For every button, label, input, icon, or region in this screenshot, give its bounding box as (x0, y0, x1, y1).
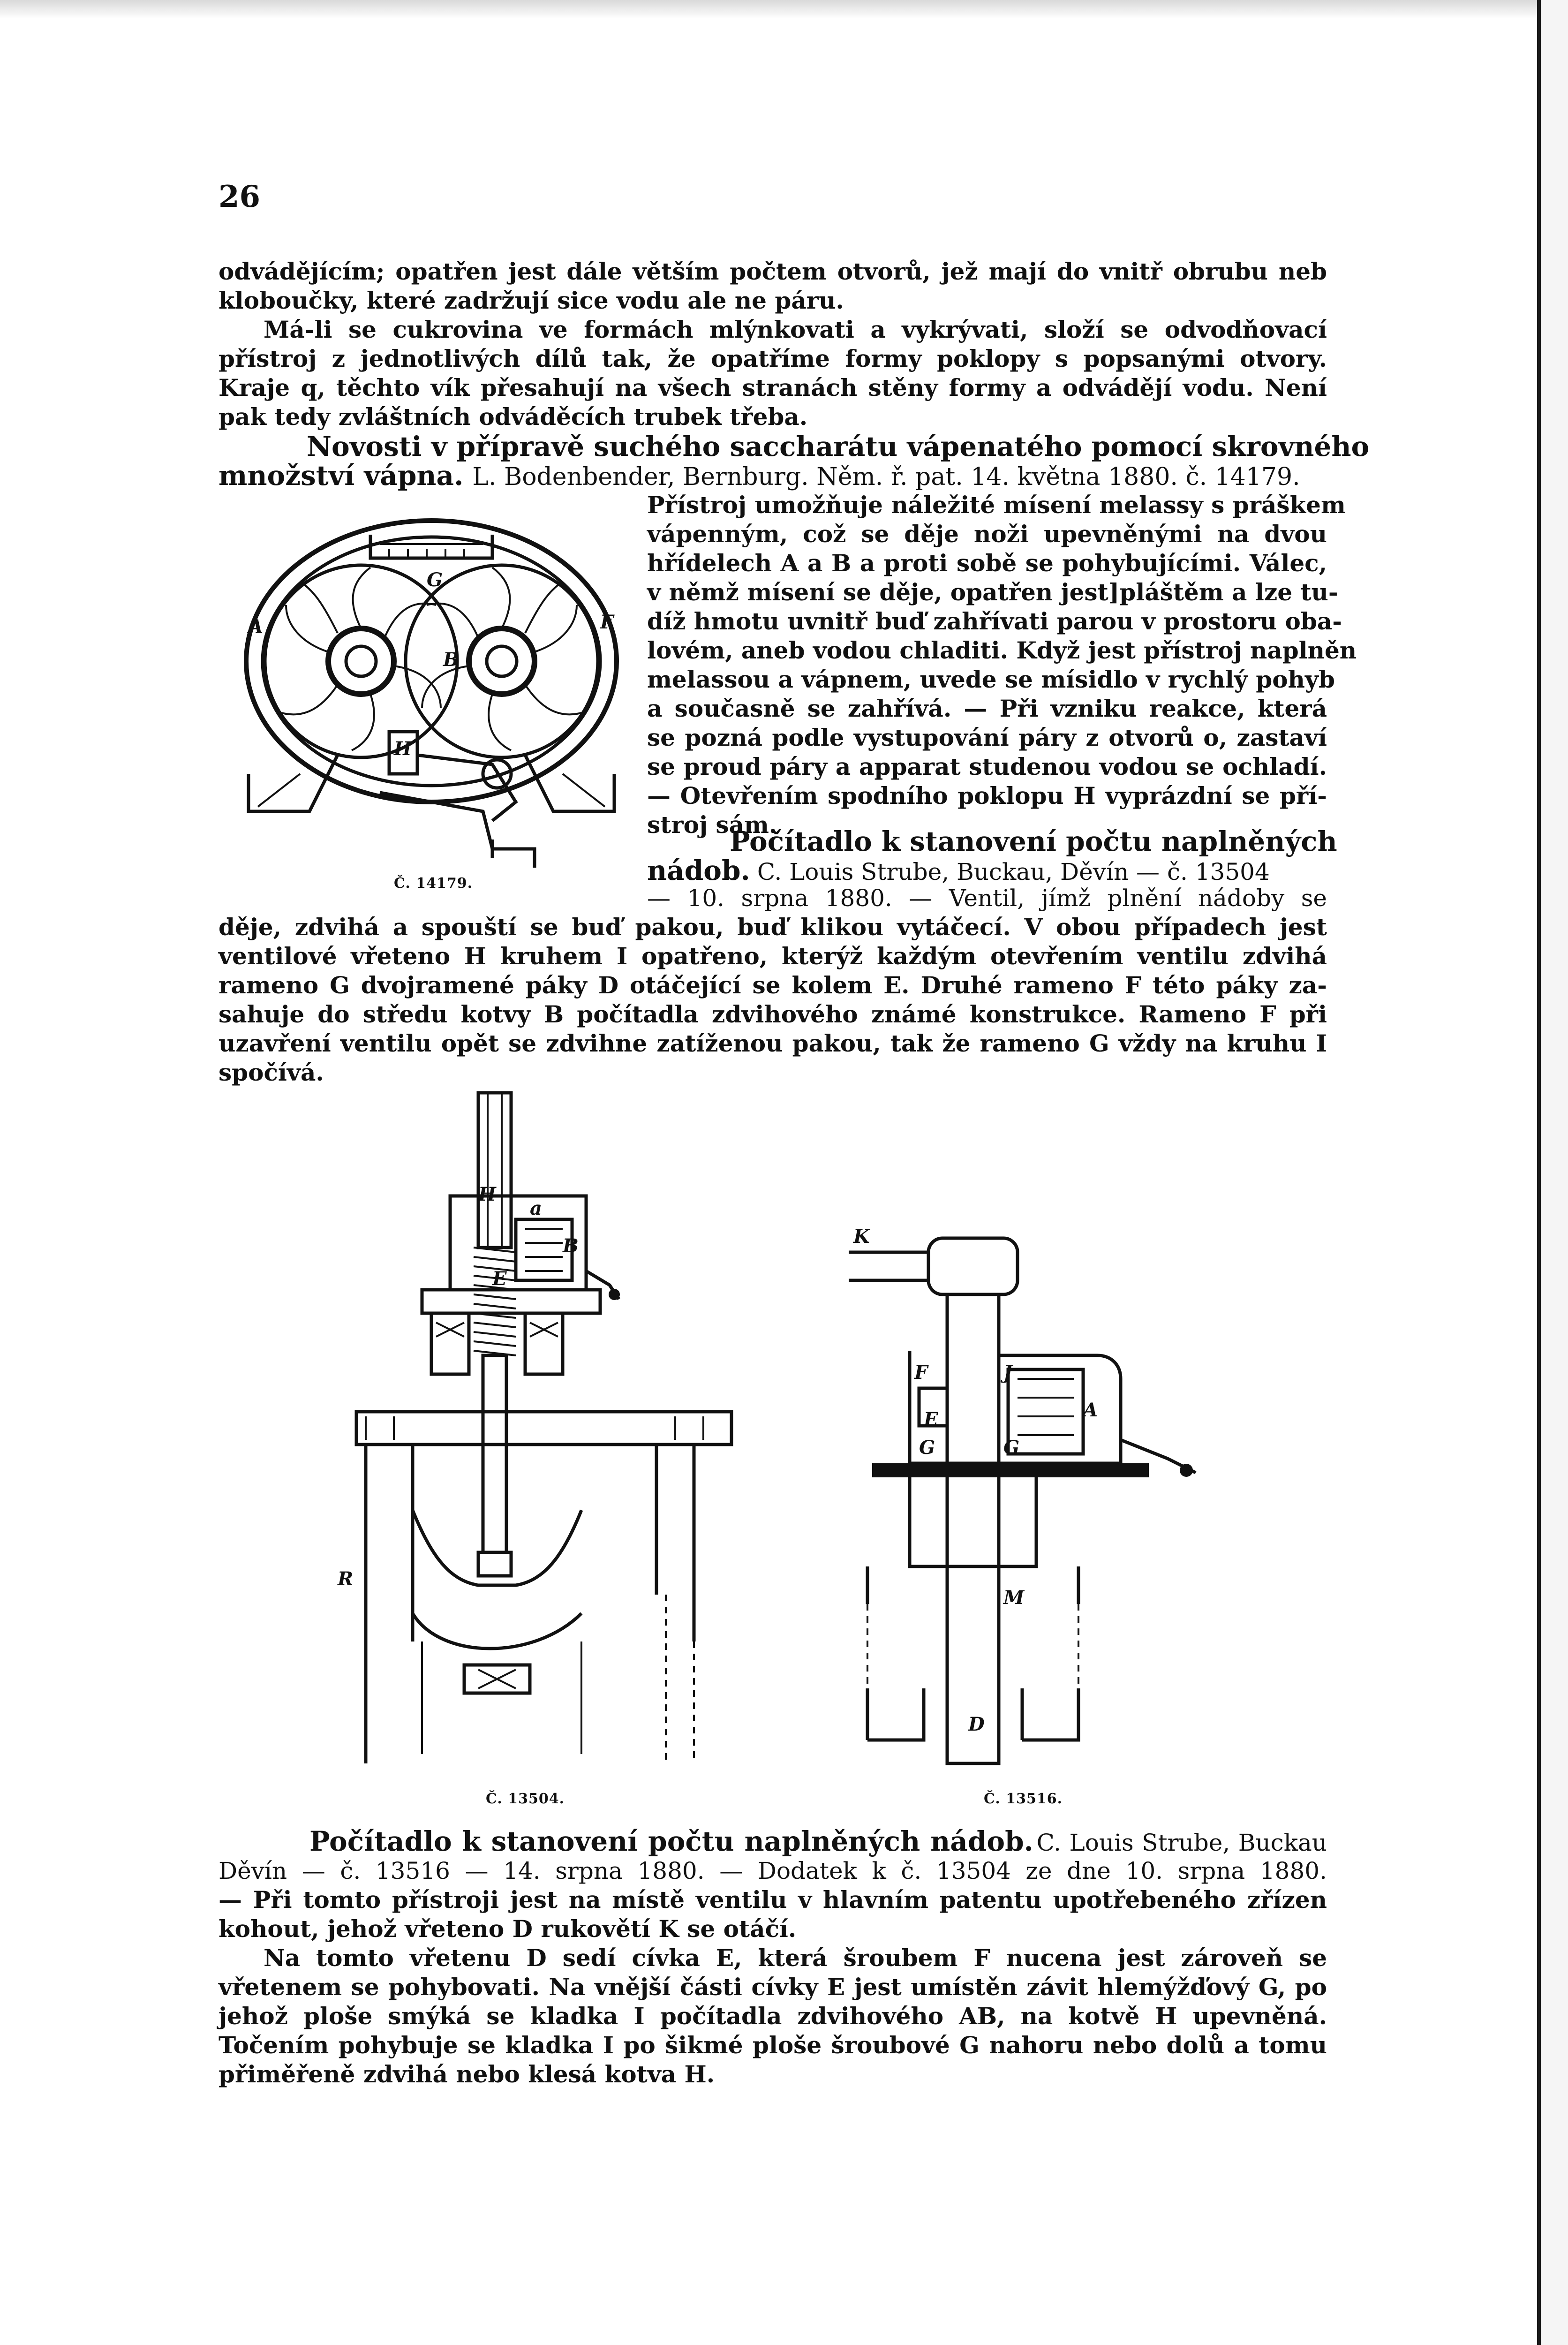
section1-heading-line2: množství vápna. (219, 460, 464, 492)
s3-line-2: — Při tomto přístroji jest na místě ventilu v hlavním patentu upotřebeného zřízen (219, 1886, 1327, 1914)
s2-line-1: děje, zdvihá a spouští se buď pakou, buď klikou vytáčecí. V obou případech jest (219, 913, 1327, 941)
fig2-label-b: B (563, 1235, 579, 1257)
fig1-label-f: F (600, 611, 614, 633)
fig3-label-f: F (914, 1362, 928, 1384)
s3-line-8: přiměřeně zdvihá nebo klesá kotva H. (219, 2060, 715, 2088)
s1-line-9: se pozná podle vystupování páry z otvorů o, zastaví (647, 724, 1327, 751)
section3-first-line (309, 1825, 1327, 1857)
s3-line-5: vřetenem se pohybovati. Na vnější části cívky E jest umístěn závit hlemýžďový G, po (219, 1973, 1327, 2001)
page-number: 26 (219, 179, 261, 214)
figure-cock-13516 (839, 1219, 1214, 1782)
fig3-label-d: D (968, 1713, 985, 1735)
figure-mixer-caption: Č. 14179. (394, 875, 473, 892)
figure-valve-13504-caption: Č. 13504. (486, 1791, 565, 1807)
fig3-label-m: M (1003, 1587, 1025, 1609)
section2-heading-line2-row (647, 855, 1327, 886)
s1-line-5: díž hmotu uvnitř buď zahřívati parou v prostoru oba- (647, 607, 1342, 635)
s1-line-4: v němž mísení se děje, opatřen jest]pláštěm a lze tu- (647, 578, 1338, 606)
figure-mixer (230, 511, 633, 882)
s1-line-11: — Otevřením spodního poklopu H vyprázdní se pří- (647, 782, 1327, 809)
s1-line-10: se proud páry a apparat studenou vodou se ochladí. (647, 753, 1327, 780)
s1-line-1: Přístroj umožňuje náležité mísení melassy s práškem (647, 491, 1346, 519)
page-edge (1537, 0, 1568, 2345)
fig3-label-a: A (1083, 1399, 1098, 1421)
intro-line-1: odvádějícím; opatřen jest dále větším počtem otvorů, jež mají do vnitř obrubu neb (219, 257, 1327, 285)
fig2-label-a: a (530, 1197, 542, 1219)
intro-line-5: Kraje q, těchto vík přesahují na všech stranách stěny formy a odvádějí vodu. Není (219, 374, 1327, 401)
section2-source: C. Louis Strube, Buckau, Děvín — č. 13504 (757, 858, 1270, 885)
s1-line-7: melassou a vápnem, uvede se mísidlo v rychlý pohyb (647, 666, 1335, 693)
fig3-label-g2: G (1003, 1437, 1020, 1459)
s3-line-3: kohout, jehož vřeteno D rukovětí K se otáčí. (219, 1915, 797, 1943)
intro-line-2: kloboučky, které zadržují sice vodu ale ne páru. (219, 287, 844, 314)
fig1-label-h: H (394, 738, 412, 760)
fig2-label-h: H (478, 1183, 496, 1205)
intro-line-4: přístroj z jednotlivých dílů tak, že opatříme formy poklopy s popsanými otvory. (219, 345, 1327, 372)
section1-source: L. Bodenbender, Bernburg. Něm. ř. pat. 14. května 1880. č. 14179. (472, 463, 1300, 491)
figure-valve-13504 (338, 1088, 769, 1782)
fig3-label-k: K (853, 1225, 870, 1248)
section2-heading-line1: Počítadlo k stanovení počtu naplněných (730, 825, 1337, 857)
fig3-label-e: E (924, 1408, 938, 1430)
s1-line-3: hřídelech A a B a proti sobě se pohybujícími. Válec, (647, 549, 1327, 577)
s1-line-8: a současně se zahřívá. — Při vzniku reakce, která (647, 695, 1327, 722)
section2-heading-line2: nádob. (647, 855, 750, 886)
s1-line-12: stroj sám. (647, 811, 777, 839)
fig1-label-g: G (427, 569, 443, 591)
section3-heading: Počítadlo k stanovení počtu naplněných nádob. (309, 1825, 1033, 1857)
s1-line-6: lovém, aneb vodou chladiti. Když jest přístroj naplněn (647, 636, 1357, 664)
fig3-label-j: J (1003, 1362, 1012, 1384)
scan-shadow (0, 0, 1538, 19)
intro-line-3: Má-li se cukrovina ve formách mlýnkovati a vykrývati, složí se odvodňovací (264, 316, 1327, 343)
s3-line-7: Točením pohybuje se kladka I po šikmé ploše šroubové G nahoru nebo dolů a tomu (219, 2031, 1327, 2059)
fig2-label-r: R (338, 1568, 354, 1590)
section1-heading-line1: Novosti v přípravě suchého saccharátu vápenatého pomocí skrovného (307, 431, 1370, 462)
s2-line-2: ventilové vřeteno H kruhem I opatřeno, kterýž každým otevřením ventilu zdvihá (219, 942, 1327, 970)
s3-line-1: Děvín — č. 13516 — 14. srpna 1880. — Dodatek k č. 13504 ze dne 10. srpna 1880. (219, 1857, 1327, 1884)
section1-heading-line2-row (219, 460, 1327, 492)
s2-line-3: rameno G dvojramené páky D otáčející se kolem E. Druhé rameno F této páky za- (219, 971, 1327, 999)
intro-line-6: pak tedy zvláštních odváděcích trubek třeba. (219, 403, 808, 431)
s3-line-4: Na tomto vřetenu D sedí cívka E, která šroubem F nucena jest zároveň se (264, 1944, 1327, 1972)
s2-line-4: sahuje do středu kotvy B počítadla zdvihového známé konstrukce. Rameno F při (219, 1000, 1327, 1028)
s2-line-5: uzavření ventilu opět se zdvihne zatíženou pakou, tak že rameno G vždy na kruhu I (219, 1029, 1327, 1057)
fig3-label-g: G (919, 1437, 935, 1459)
section3-source: C. Louis Strube, Buckau (1036, 1829, 1327, 1856)
fig1-label-b: B (443, 649, 459, 671)
s3-line-6: jehož ploše smýká se kladka I počítadla zdvihového AB, na kotvě H upevněná. (219, 2002, 1327, 2030)
s2-line-6: spočívá. (219, 1059, 324, 1086)
section2-source-line3: — 10. srpna 1880. — Ventil, jímž plnění nádoby se (647, 885, 1327, 912)
s1-line-2: vápenným, což se děje noži upevněnými na dvou (647, 520, 1327, 548)
figure-cock-13516-caption: Č. 13516. (984, 1791, 1063, 1807)
fig2-label-e: E (492, 1268, 507, 1290)
fig1-label-a: A (249, 616, 264, 638)
